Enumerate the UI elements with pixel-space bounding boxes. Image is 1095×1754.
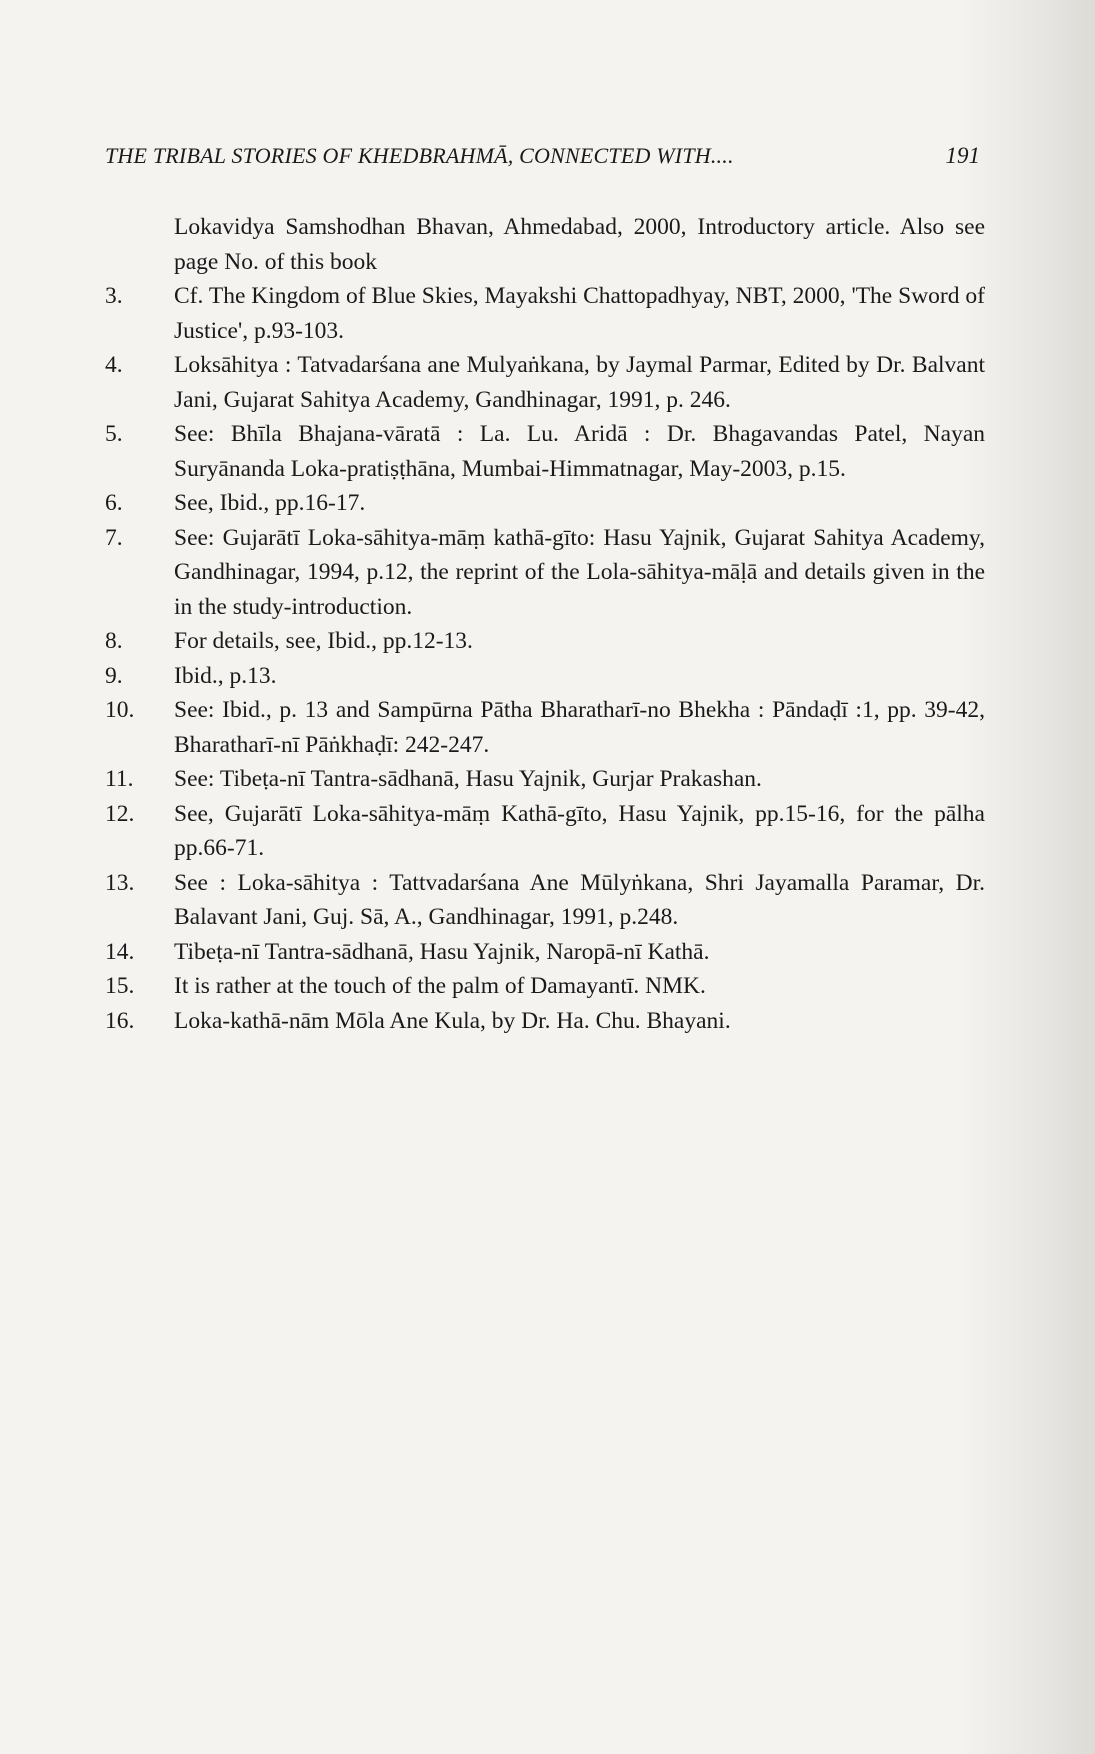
running-header-title: THE TRIBAL STORIES OF KHEDBRAHMĀ, CONNECTED WITH....: [105, 143, 734, 168]
endnote: [105, 866, 985, 935]
endnote: [105, 417, 985, 486]
endnote-text: See: Tibeṭa-nī Tantra-sādhanā, Hasu Yajnik, Gurjar Prakashan.: [174, 766, 762, 792]
endnote-text: For details, see, Ibid., pp.12-13.: [174, 628, 473, 654]
endnote-text: See: Gujarātī Loka-sāhitya-māṃ kathā-gīto: Hasu Yajnik, Gujarat Sahitya Academy, Gandhinagar, 1994, p.12, the reprint of the Lola-sāhitya-māḷā and details given in the in the study-introduction.: [174, 524, 985, 620]
endnote-text: Loksāhitya : Tatvadarśana ane Mulyaṅkana, by Jaymal Parmar, Edited by Dr. Balvant Jani, Gujarat Sahitya Academy, Gandhinagar, 1991, p. 246.: [174, 352, 985, 413]
endnote-text: Ibid., p.13.: [174, 662, 277, 689]
endnote-number: 14.: [105, 938, 135, 965]
endnote-number: 11.: [105, 766, 134, 792]
endnote-number: 7.: [105, 524, 123, 551]
endnote: [105, 797, 985, 866]
endnote-number: 3.: [105, 283, 123, 309]
endnote-continuation: [105, 210, 985, 279]
endnote: [105, 348, 985, 417]
endnote: [105, 624, 985, 659]
endnote: [105, 1004, 985, 1039]
endnote-text: See, Gujarātī Loka-sāhitya-māṃ Kathā-gīto, Hasu Yajnik, pp.15-16, for the pālha pp.66-71.: [174, 800, 985, 861]
endnotes-list: [105, 210, 985, 1038]
endnote: [105, 521, 985, 625]
endnote-number: 13.: [105, 869, 135, 896]
endnote: [105, 486, 985, 521]
endnote-number: 8.: [105, 628, 123, 654]
running-header: [105, 143, 980, 175]
endnote-number: 15.: [105, 973, 135, 999]
endnote-text: See: Ibid., p. 13 and Sampūrna Pātha Bharatharī-no Bhekha : Pāndaḍī :1, pp. 39-42, Bharatharī-nī Pāṅkhaḍī: 242-247.: [174, 697, 985, 758]
endnote: [105, 279, 985, 348]
endnote-number: 12.: [105, 800, 135, 827]
endnote-number: 16.: [105, 1007, 135, 1034]
page-number: 191: [945, 143, 980, 168]
endnote-text: It is rather at the touch of the palm of Damayantī. NMK.: [174, 973, 706, 999]
endnote-number: 6.: [105, 490, 123, 516]
endnote-text: Tibeṭa-nī Tantra-sādhanā, Hasu Yajnik, Naropā-nī Kathā.: [174, 938, 710, 965]
endnote-text: See : Loka-sāhitya : Tattvadarśana Ane Mūlyṅkana, Shri Jayamalla Paramar, Dr. Balavant Jani, Guj. Sā, A., Gandhinagar, 1991, p.248.: [174, 869, 985, 930]
endnote-number: 9.: [105, 662, 123, 689]
endnote: [105, 935, 985, 970]
endnote: [105, 659, 985, 694]
endnote-text: See: Bhīla Bhajana-vāratā : La. Lu. Aridā : Dr. Bhagavandas Patel, Nayan Suryānanda Loka-pratiṣṭhāna, Mumbai-Himmatnagar, May-2003, p.15.: [174, 421, 985, 482]
endnote: [105, 762, 985, 797]
endnote-text: Loka-kathā-nām Mōla Ane Kula, by Dr. Ha. Chu. Bhayani.: [174, 1007, 731, 1034]
endnote-number: 4.: [105, 352, 123, 378]
endnote-number: 10.: [105, 697, 135, 723]
endnote: [105, 693, 985, 762]
endnote-number: 5.: [105, 421, 123, 447]
endnote: [105, 969, 985, 1004]
endnote-text: Cf. The Kingdom of Blue Skies, Mayakshi Chattopadhyay, NBT, 2000, 'The Sword of Justice', p.93-103.: [174, 283, 985, 344]
endnote-text: Lokavidya Samshodhan Bhavan, Ahmedabad, 2000, Introductory article. Also see page No. of this book: [174, 214, 985, 275]
endnote-text: See, Ibid., pp.16-17.: [174, 490, 366, 516]
